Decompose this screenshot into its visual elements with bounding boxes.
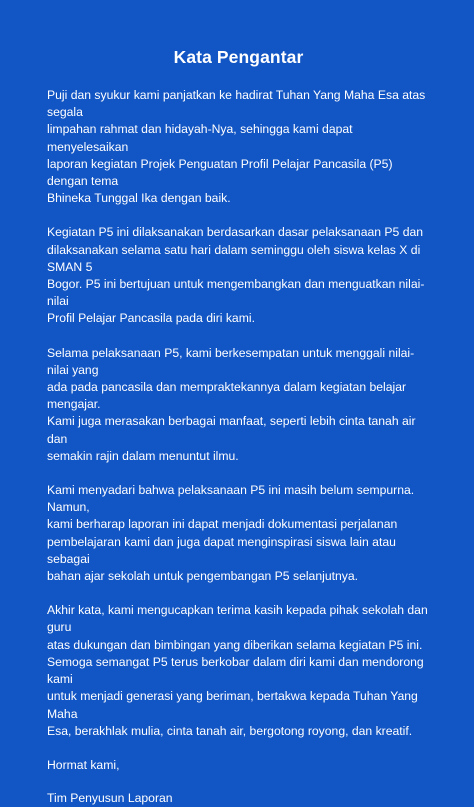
paragraph-reflection: Kami menyadari bahwa pelaksanaan P5 ini masih belum sempurna. Namun, kami berharap laporan ini dapat menjadi dokumentasi perjalanan pembelajaran kami dan juga dapat menginspirasi siswa lain atau sebagai bahan ajar sekolah untuk pengembangan P5 selanjutnya. <box>47 483 415 584</box>
paragraph-experience: Selama pelaksanaan P5, kami berkesempatan untuk menggali nilai-nilai yang ada pada pancasila dan mempraktekannya dalam kegiatan belajar mengajar. Kami juga merasakan berbagai manfaat, seperti lebih cinta tanah air dan semakin rajin dalam menuntut ilmu. <box>47 345 416 463</box>
document-body <box>47 87 430 807</box>
signature-author: Tim Penyusun Laporan <box>47 791 173 806</box>
paragraph-activity: Kegiatan P5 ini dilaksanakan berdasarkan dasar pelaksanaan P5 dan dilaksanakan selama satu hari dalam seminggu oleh siswa kelas X di SMAN 5 Bogor. P5 ini bertujuan untuk mengembangkan dan menguatkan nilai-nilai Profil Pelajar Pancasila pada diri kami. <box>47 225 425 326</box>
paragraph-intro: Puji dan syukur kami panjatkan ke hadirat Tuhan Yang Maha Esa atas segala limpahan rahmat dan hidayah-Nya, sehingga kami dapat menyelesaikan laporan kegiatan Projek Penguatan Profil Pelajar Pancasila (P5) dengan tema Bhineka Tunggal Ika dengan baik. <box>47 88 426 206</box>
paragraph-closing: Akhir kata, kami mengucapkan terima kasih kepada pihak sekolah dan guru atas dukungan dan bimbingan yang diberikan selama kegiatan P5 ini. Semoga semangat P5 terus berkobar dalam diri kami dan mendorong kami untuk menjadi generasi yang beriman, bertakwa kepada Tuhan Yang Maha Esa, berakhlak mulia, cinta tanah air, bergotong royong, dan kreatif. <box>47 603 428 738</box>
signature-greeting: Hormat kami, <box>47 757 120 772</box>
page-title: Kata Pengantar <box>173 47 304 67</box>
